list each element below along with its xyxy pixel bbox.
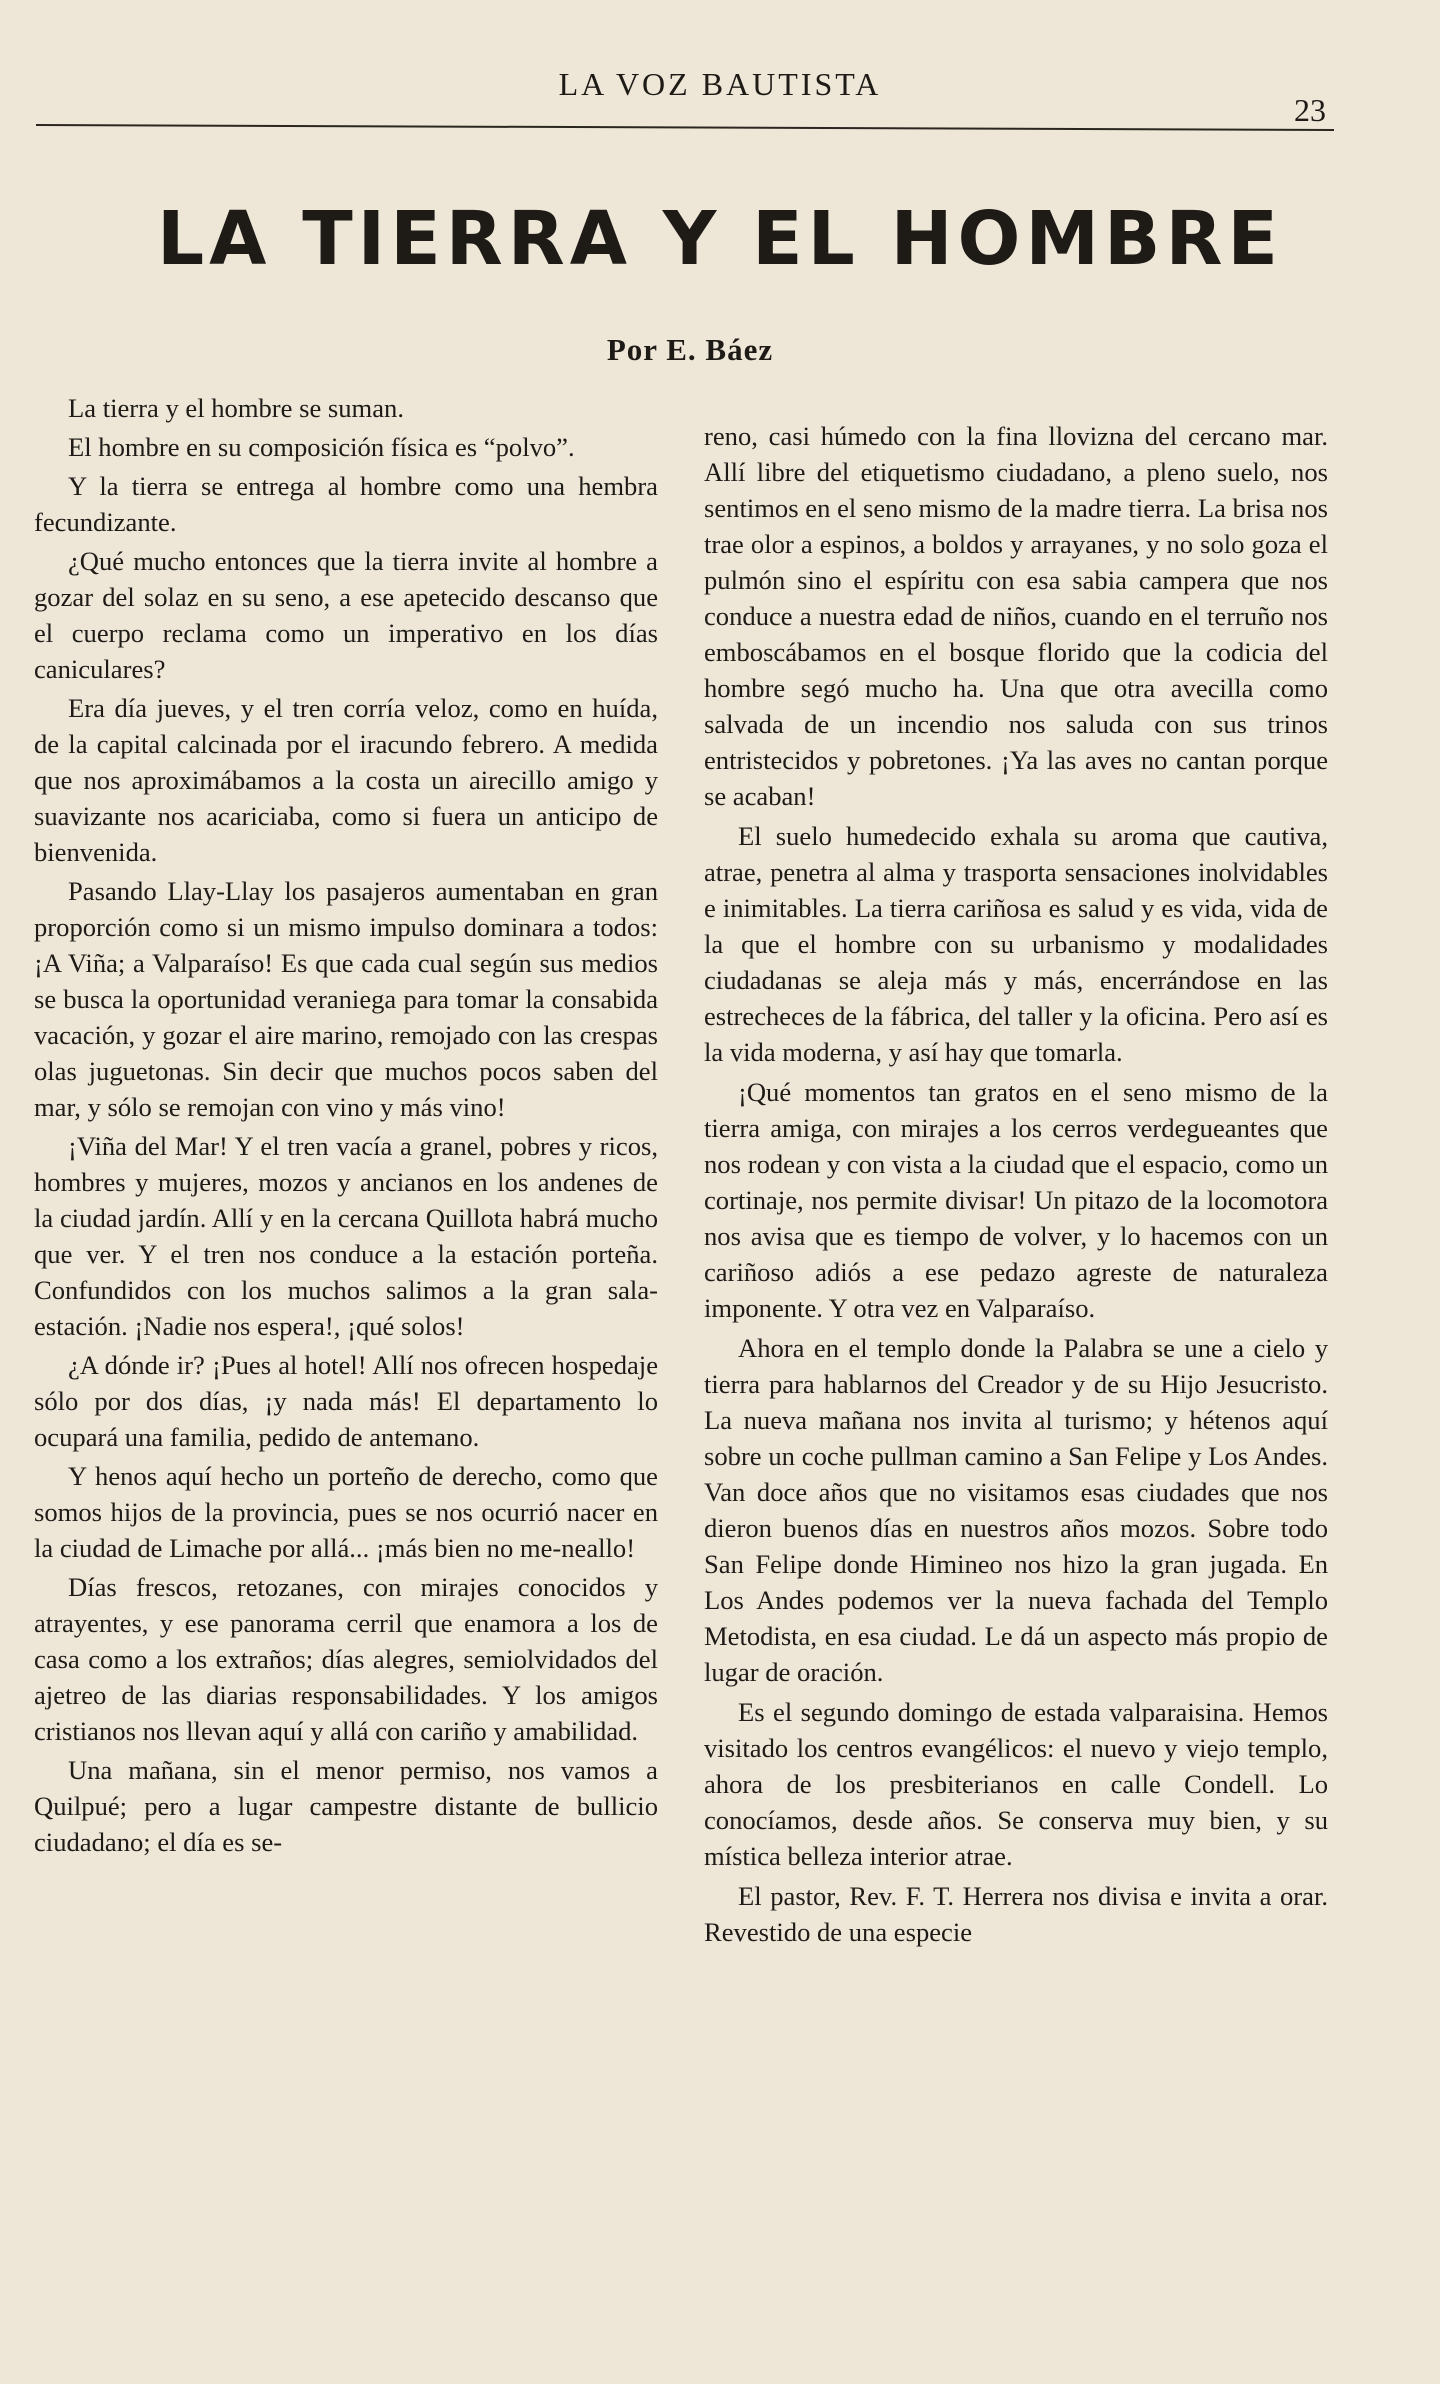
- byline: Por E. Báez: [606, 332, 774, 367]
- paragraph: ¡Qué momentos tan gratos en el seno mismo de la tierra amiga, con mirajes a los cerros verdegueantes que nos rodean y con vista a la ciudad que el espacio, como un cortinaje, nos permite divisar! Un pitazo de la locomotora nos avisa que es tiempo de volver, y lo hacemos con un cariñoso adiós a ese pedazo agreste de naturaleza imponente. Y otra vez en Valparaíso.: [704, 1077, 1328, 1323]
- header-rule: [36, 124, 1334, 131]
- paragraph: Es el segundo domingo de estada valparaisina. Hemos visitado los centros evangélicos: el nuevo y viejo templo, ahora de los presbiterianos en calle Condell. Lo conocíamos, desde años. Se conserva muy bien, y su mística belleza interior atrae.: [704, 1697, 1328, 1871]
- page-number: 23: [1294, 92, 1326, 128]
- paragraph: Una mañana, sin el menor permiso, nos vamos a Quilpué; pero a lugar campestre distante de bullicio ciudadano; el día es se-: [34, 1755, 658, 1857]
- paragraph: La tierra y el hombre se suman.: [68, 393, 404, 423]
- paragraph: El suelo humedecido exhala su aroma que cautiva, atrae, penetra al alma y trasporta sensaciones inolvidables e inimitables. La tierra cariñosa es salud y es vida, vida de la que el hombre con su urbanismo y modalidades ciudadanas se aleja más y más, encerrándose en las estrecheces de la fábrica, del taller y la oficina. Pero así es la vida moderna, y así hay que tomarla.: [704, 821, 1328, 1067]
- paragraph: Días frescos, retozanes, con mirajes conocidos y atrayentes, y ese panorama cerril que enamora a los de casa como a los extraños; días alegres, semiolvidados del ajetreo de las diarias responsabilidades. Y los amigos cristianos nos llevan aquí y allá con cariño y amabilidad.: [34, 1572, 658, 1746]
- article-title: LA TIERRA Y EL HOMBRE: [157, 196, 1283, 282]
- paragraph: Pasando Llay-Llay los pasajeros aumentaban en gran proporción como si un mismo impulso dominara a todos: ¡A Viña; a Valparaíso! Es que cada cual según sus medios se busca la oportunidad veraniega para tomar la consabida vacación, y gozar el aire marino, remojado con las crespas olas juguetonas. Sin decir que muchos pocos saben del mar, y sólo se remojan con vino y más vino!: [34, 876, 658, 1122]
- publication-name: LA VOZ BAUTISTA: [558, 66, 882, 102]
- paragraph: ¿Qué mucho entonces que la tierra invite al hombre a gozar del solaz en su seno, a ese apetecido descanso que el cuerpo reclama como un imperativo en los días caniculares?: [34, 546, 658, 684]
- paragraph: Y henos aquí hecho un porteño de derecho, como que somos hijos de la provincia, pues se nos ocurrió nacer en la ciudad de Limache por allá... ¡más bien no me-neallo!: [34, 1461, 658, 1563]
- left-column: [34, 390, 658, 2356]
- right-column: [704, 418, 1328, 2384]
- paragraph: ¡Viña del Mar! Y el tren vacía a granel, pobres y ricos, hombres y mujeres, mozos y ancianos en los andenes de la ciudad jardín. Allí y en la cercana Quillota habrá mucho que ver. Y el tren nos conduce a la estación porteña. Confundidos con los muchos salimos a la gran sala-estación. ¡Nadie nos espera!, ¡qué solos!: [34, 1131, 658, 1341]
- paragraph: Era día jueves, y el tren corría veloz, como en huída, de la capital calcinada por el iracundo febrero. A medida que nos aproximábamos a la costa un airecillo amigo y suavizante nos acariciaba, como si fuera un anticipo de bienvenida.: [34, 693, 658, 867]
- paragraph: Y la tierra se entrega al hombre como una hembra fecundizante.: [34, 471, 658, 537]
- paragraph: El hombre en su composición física es “polvo”.: [68, 432, 575, 462]
- paragraph: Ahora en el templo donde la Palabra se une a cielo y tierra para hablarnos del Creador y de su Hijo Jesucristo. La nueva mañana nos invita al turismo; y hétenos aquí sobre un coche pullman camino a San Felipe y Los Andes. Van doce años que no visitamos esas ciudades que nos dieron buenos días en nuestros años mozos. Sobre todo San Felipe donde Himineo nos hizo la gran jugada. En Los Andes podemos ver la nueva fachada del Templo Metodista, en esa ciudad. Le dá un aspecto más propio de lugar de oración.: [704, 1333, 1328, 1687]
- paragraph: ¿A dónde ir? ¡Pues al hotel! Allí nos ofrecen hospedaje sólo por dos días, ¡y nada más! El departamento lo ocupará una familia, pedido de antemano.: [34, 1350, 658, 1452]
- paragraph: El pastor, Rev. F. T. Herrera nos divisa e invita a orar. Revestido de una especie: [704, 1881, 1328, 1947]
- paragraph-continued: reno, casi húmedo con la fina llovizna del cercano mar. Allí libre del etiquetismo ciudadano, a pleno suelo, nos sentimos en el seno mismo de la madre tierra. La brisa nos trae olor a espinos, a boldos y arrayanes, y no solo goza el pulmón sino el espíritu con esa sabia campera que nos conduce a nuestra edad de niños, cuando en el terruño nos emboscábamos en el bosque florido que la codicia del hombre segó mucho ha. Una que otra avecilla como salvada de un incendio nos saluda con sus trinos entristecidos y pobretones. ¡Ya las aves no cantan porque se acaban!: [704, 421, 1328, 811]
